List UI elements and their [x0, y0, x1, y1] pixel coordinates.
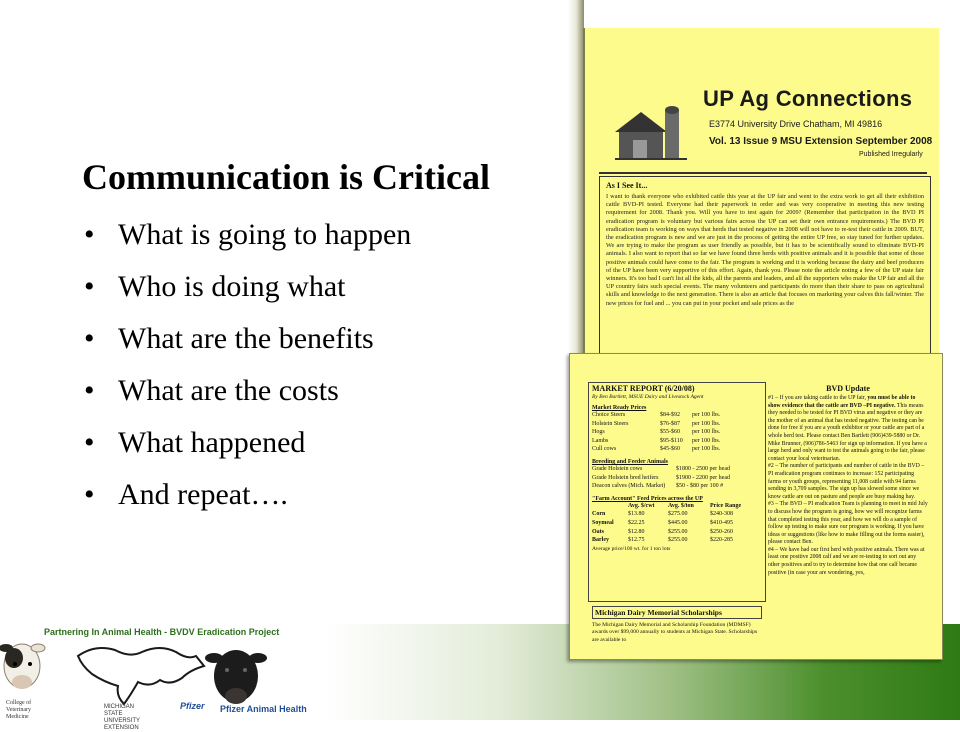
market-report	[592, 384, 760, 552]
column-box	[599, 176, 931, 362]
feed-ton: $275.00	[668, 511, 688, 518]
breeding-price: $1800 - 2500 per head	[676, 465, 730, 472]
bullet-item	[82, 426, 411, 478]
upper-peninsula-map-icon	[78, 648, 204, 704]
price-unit: per 100 lbs.	[692, 420, 721, 427]
feed-col: Price Range	[710, 502, 742, 509]
feed-range: $240-308	[710, 511, 733, 518]
breeding-label: Breeding and Feeder Animals	[592, 458, 668, 465]
feed-note: Average price/100 wt. for 1 ton lots	[592, 545, 671, 552]
barn-icon	[615, 104, 687, 164]
bullet-dot: •	[84, 322, 95, 355]
price-row	[592, 428, 760, 437]
newsletter-address: E3774 University Drive Chatham, MI 49816	[709, 119, 883, 129]
msu-extension-label: MICHIGAN STATE UNIVERSITY EXTENSION	[104, 704, 140, 731]
bullet-item	[82, 270, 411, 322]
feed-cwt: $12.75	[628, 537, 645, 544]
column-heading: As I See It...	[606, 181, 648, 190]
bullet-item	[82, 218, 411, 270]
price-row	[592, 437, 760, 446]
feed-col: Avg. $/cwt	[628, 502, 655, 509]
pfizer-logo: Pfizer	[180, 701, 205, 711]
breeding-row	[592, 474, 760, 483]
bullet-text: What happened	[118, 426, 306, 459]
newsletter-inner-page	[569, 353, 943, 660]
newsletter-front-page	[583, 28, 939, 362]
breeding-row	[592, 482, 760, 491]
price-row	[592, 420, 760, 429]
bvd-p4: #4 – We have had our first herd with positive animals. There was at least one positive 2008 calf and we are re-testing to sort out any other positives and to try to determine how that one calf became positive (in case your are wondering, yes,	[768, 546, 925, 576]
price-value: $55-$60	[660, 429, 680, 436]
price-value: $76-$87	[660, 420, 680, 427]
bvd-p1-rest: This means they needed to be tested for PI BVD virus and negative or they are the mother of an animal that has tested negative. The testing can be done for free if you are a youth exhibitor or your cattle are part of a whole herd test. Please contact Ben Bartlett (906)439-5880 or Dr. Mike Brunner, (906)786-5463 for sign up information. If you have a large herd and only want to test the animals going to the fair, please contact your local veterinarian.	[768, 402, 927, 462]
price-unit: per 100 lbs.	[692, 412, 721, 418]
scholarship-body: The Michigan Dairy Memorial and Scholarship Foundation (MDMSF) awards over $99,000 annually to students at Michigan State. Scholarships are available to	[592, 622, 758, 643]
feed-row	[592, 528, 760, 537]
price-value: $95-$110	[660, 437, 683, 444]
bullet-text: And repeat….	[118, 478, 288, 511]
bullet-dot: •	[84, 426, 95, 459]
bullet-item	[82, 374, 411, 426]
newsletter-published: Published Irregularly	[859, 151, 923, 158]
bullet-dot: •	[84, 478, 95, 511]
bullet-text: Who is doing what	[118, 270, 346, 303]
feed-item: Oats	[592, 528, 604, 535]
bullet-text: What is going to happen	[118, 218, 412, 251]
bullet-list	[82, 218, 411, 530]
price-unit: per 100 lbs.	[692, 437, 721, 444]
bullet-dot: •	[84, 374, 95, 407]
bvd-p3: #3 – The BVD – PI eradication Team is planning to meet in mid July to discuss how the program is going, how we will recognize farms that completed testing this year, and how we will do a sample of follow up testing to make sure our program is working. If you have ideas or suggestions (like how to make filling out the forms easier), please contact Ben.	[768, 501, 928, 546]
feed-item: Barley	[592, 537, 609, 544]
breeding-price: $1900 - 2200 per head	[676, 474, 730, 481]
footer-project-title: Partnering In Animal Health - BVDV Eradication Project	[44, 627, 280, 637]
feed-cwt: $12.80	[628, 528, 645, 535]
bvd-update-heading: BVD Update	[826, 384, 870, 393]
breeding-item: Deacon calves (Mich. Market)	[592, 483, 666, 490]
feed-range: $220-285	[710, 537, 733, 544]
bullet-text: What are the costs	[118, 374, 339, 407]
feed-header-row	[592, 502, 760, 511]
newsletter-page-edge	[568, 0, 584, 360]
bullet-dot: •	[84, 270, 95, 303]
market-report-heading: MARKET REPORT (6/20/08)	[592, 384, 695, 393]
breeding-price: $50 - $80 per 100 #	[676, 483, 724, 490]
scholarship-heading: Michigan Dairy Memorial Scholarships	[592, 606, 762, 619]
breeding-item: Grade Holstein cows	[592, 465, 643, 472]
feed-range: $410-495	[710, 519, 733, 526]
black-calf-icon	[205, 650, 267, 704]
calf-icon	[0, 644, 45, 689]
breeding-row	[592, 465, 760, 474]
price-unit: per 100 lbs.	[692, 429, 721, 436]
newsletter-rule	[599, 172, 927, 174]
market-report-byline: By Ben Bartlett, MSUE Dairy and Livestock Agent	[592, 394, 704, 400]
bullet-text: What are the benefits	[118, 322, 374, 355]
bvd-update-section	[768, 384, 928, 577]
feed-item: Corn	[592, 511, 606, 518]
price-item: Cull cows	[592, 446, 617, 453]
feed-cwt: $22.25	[628, 519, 645, 526]
pfizer-animal-health-label: Pfizer Animal Health	[220, 704, 307, 714]
price-value: $84-$92	[660, 412, 680, 418]
feed-row	[592, 519, 760, 528]
breeding-item: Grade Holstein bred heifers	[592, 474, 659, 481]
slide-heading: Communication is Critical	[82, 157, 490, 197]
feed-row	[592, 510, 760, 519]
college-label: College of Veterinary Medicine	[6, 700, 32, 720]
feed-ton: $445.00	[668, 519, 688, 526]
price-item: Choice Steers	[592, 412, 626, 418]
feed-row	[592, 536, 760, 545]
feed-ton: $255.00	[668, 537, 688, 544]
bvd-p1-lead: #1 – If you are taking cattle to the UP fair,	[768, 395, 868, 401]
price-unit: per 100 lbs.	[692, 446, 721, 453]
newsletter-title: UP Ag Connections	[703, 86, 913, 111]
price-item: Holstein Steers	[592, 420, 629, 427]
ready-prices-label: Market Ready Prices	[592, 405, 647, 411]
price-item: Lambs	[592, 437, 609, 444]
bullet-dot: •	[84, 218, 95, 251]
feed-ton: $255.00	[668, 528, 688, 535]
bvd-p1-bold: you must be able to show evidence that the cattle are BVD –PI negative.	[768, 395, 916, 409]
price-value: $45-$60	[660, 446, 680, 453]
price-item: Hogs	[592, 429, 605, 436]
feed-col: Avg. $/ton	[668, 502, 694, 509]
price-row	[592, 445, 760, 454]
bvd-update-body	[768, 395, 928, 577]
feed-item: Soymeal	[592, 519, 614, 526]
feed-col	[592, 502, 628, 511]
scholarship-section	[592, 606, 762, 644]
price-row	[592, 411, 760, 420]
feed-cwt: $13.80	[628, 511, 645, 518]
feed-label: "Farm Account" Feed Prices across the UP	[592, 495, 703, 502]
bullet-item	[82, 478, 411, 530]
feed-range: $250-260	[710, 528, 733, 535]
bvd-p2: #2 – The number of participants and number of cattle in the BVD – PI eradication program continues to increase: 152 participating farms or youth groups, representing 11,008 cattle with 94 farms sending in 3,709 samples. The sign up has slowed some since we know cattle are out on pasture and people are busy making hay.	[768, 463, 925, 500]
bullet-item	[82, 322, 411, 374]
newsletter-volume: Vol. 13 Issue 9 MSU Extension September 2008	[709, 136, 933, 147]
column-body: I want to thank everyone who exhibited cattle this year at the UP fair and went to the extra work to get all their exhibition cattle BVD-PI tested. Everyone had their paperwork in order and was very cooperative in meeting this new testing requirement for 2008. Thank you. Will you have to test again for 2009? (Remember that participation in the BVD PI eradication program is voluntary but various fairs across the UP can set their own entrance requirements.) The BVD PI eradication team is working on ways that herds that tested negative in 2008 will not have to re-test their cattle in 2009. BUT, the eradication program is new and we are just in the process of getting the entire UP free, so stay tuned for further updates. We are trying to make the program as user friendly as possible, but it has to be scientifically sound to eliminate BVD-PI animals. I also want to report that so far we have found three herds with positive animals and it is possible that some of those positive animals could have come to the fair. The program is working and it is working because the dairy and beef producers of the UP have been very supportive of this effort. Again, thank you. Please note the article noting a few of the UP state fair winners. It's too bad I can't list all the kids, all the parents and leaders, and all the supporters who make the UP fair and all the UP country fairs such special events. The many volunteers and participants do more than their share to pass on agricultural skills and knowledge to the next generation. There is also an article that focuses on marketing your calves this fall/winter. The new prices for fuel and ... you can put in your pocket and sale prices as the	[606, 193, 924, 307]
